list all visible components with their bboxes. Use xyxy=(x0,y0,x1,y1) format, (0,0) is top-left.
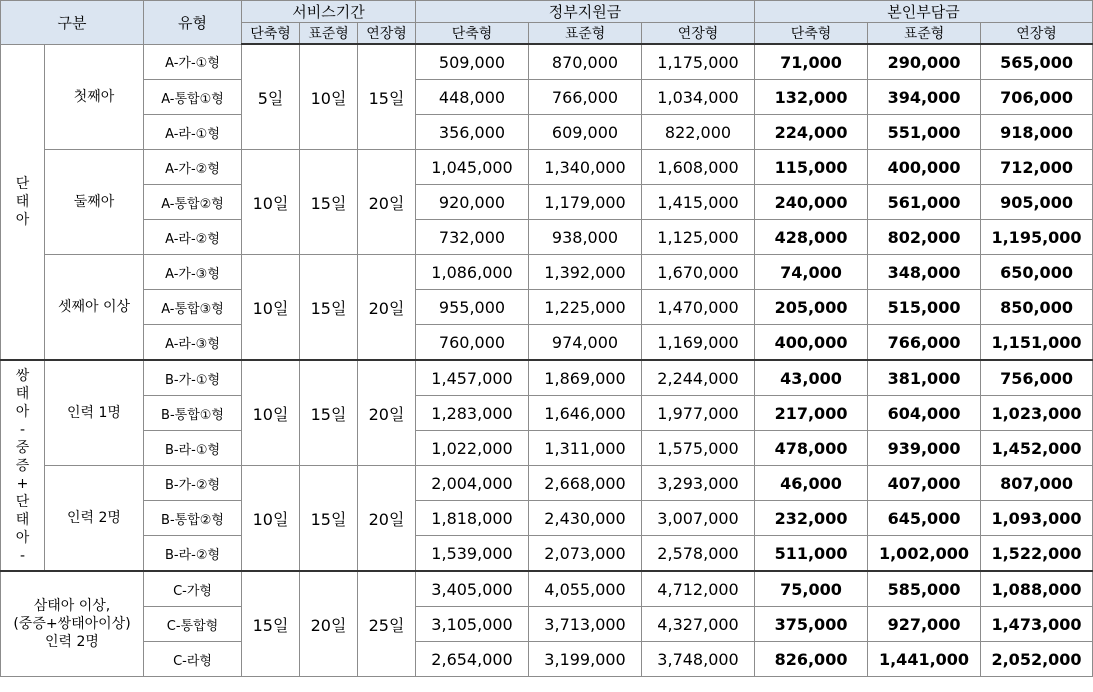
gov-short-cell: 356,000 xyxy=(416,115,529,150)
period-extended-cell: 20일 xyxy=(358,150,416,255)
gov-short-cell: 920,000 xyxy=(416,185,529,220)
own-extended-cell: 1,452,000 xyxy=(981,431,1093,466)
own-short-cell: 75,000 xyxy=(755,571,868,607)
own-standard-cell: 407,000 xyxy=(868,466,981,501)
header-period-standard: 표준형 xyxy=(300,23,358,45)
gov-standard-cell: 609,000 xyxy=(529,115,642,150)
group-label-cell: 삼태아 이상, (중증+쌍태아이상) 인력 2명 xyxy=(1,571,144,677)
gov-standard-cell: 1,869,000 xyxy=(529,360,642,396)
own-short-cell: 217,000 xyxy=(755,396,868,431)
table-row xyxy=(1,501,1093,536)
table-row xyxy=(1,150,1093,185)
gov-standard-cell: 1,340,000 xyxy=(529,150,642,185)
gov-standard-cell: 870,000 xyxy=(529,44,642,80)
type-cell: B-가-②형 xyxy=(144,466,242,501)
period-standard-cell: 15일 xyxy=(300,360,358,466)
gov-short-cell: 1,283,000 xyxy=(416,396,529,431)
table-row xyxy=(1,642,1093,677)
own-extended-cell: 1,023,000 xyxy=(981,396,1093,431)
own-short-cell: 232,000 xyxy=(755,501,868,536)
header-own-standard: 표준형 xyxy=(868,23,981,45)
header-gubun: 구분 xyxy=(1,1,144,45)
type-cell: A-통합③형 xyxy=(144,290,242,325)
table-row xyxy=(1,80,1093,115)
group-label-cell: 쌍 태 아 - 중 증 + 단 태 아 - xyxy=(1,360,45,571)
own-standard-cell: 585,000 xyxy=(868,571,981,607)
gov-standard-cell: 4,055,000 xyxy=(529,571,642,607)
period-standard-cell: 15일 xyxy=(300,466,358,572)
gov-extended-cell: 4,327,000 xyxy=(642,607,755,642)
table-row xyxy=(1,185,1093,220)
own-short-cell: 478,000 xyxy=(755,431,868,466)
period-short-cell: 10일 xyxy=(242,150,300,255)
gov-standard-cell: 1,392,000 xyxy=(529,255,642,290)
own-standard-cell: 394,000 xyxy=(868,80,981,115)
own-extended-cell: 712,000 xyxy=(981,150,1093,185)
gov-extended-cell: 1,670,000 xyxy=(642,255,755,290)
gov-extended-cell: 1,470,000 xyxy=(642,290,755,325)
gov-extended-cell: 822,000 xyxy=(642,115,755,150)
type-cell: B-라-②형 xyxy=(144,536,242,572)
own-standard-cell: 381,000 xyxy=(868,360,981,396)
table-row xyxy=(1,431,1093,466)
own-extended-cell: 1,093,000 xyxy=(981,501,1093,536)
table-row xyxy=(1,44,1093,80)
header-service-period: 서비스기간 xyxy=(242,1,416,23)
gov-extended-cell: 4,712,000 xyxy=(642,571,755,607)
header-period-extended: 연장형 xyxy=(358,23,416,45)
period-short-cell: 10일 xyxy=(242,360,300,466)
type-cell: A-라-①형 xyxy=(144,115,242,150)
type-cell: C-가형 xyxy=(144,571,242,607)
period-extended-cell: 20일 xyxy=(358,360,416,466)
gov-standard-cell: 2,668,000 xyxy=(529,466,642,501)
gov-extended-cell: 2,578,000 xyxy=(642,536,755,572)
type-cell: A-가-②형 xyxy=(144,150,242,185)
own-standard-cell: 604,000 xyxy=(868,396,981,431)
gov-standard-cell: 1,646,000 xyxy=(529,396,642,431)
table-row xyxy=(1,466,1093,501)
gov-short-cell: 3,405,000 xyxy=(416,571,529,607)
gov-short-cell: 1,457,000 xyxy=(416,360,529,396)
gov-extended-cell: 1,575,000 xyxy=(642,431,755,466)
gov-extended-cell: 3,007,000 xyxy=(642,501,755,536)
type-cell: A-통합①형 xyxy=(144,80,242,115)
own-short-cell: 115,000 xyxy=(755,150,868,185)
gov-extended-cell: 1,125,000 xyxy=(642,220,755,255)
gov-short-cell: 509,000 xyxy=(416,44,529,80)
table-row xyxy=(1,360,1093,396)
gov-extended-cell: 1,977,000 xyxy=(642,396,755,431)
gov-short-cell: 1,045,000 xyxy=(416,150,529,185)
type-cell: B-가-①형 xyxy=(144,360,242,396)
own-short-cell: 43,000 xyxy=(755,360,868,396)
table-row xyxy=(1,290,1093,325)
own-extended-cell: 905,000 xyxy=(981,185,1093,220)
header-gov-extended: 연장형 xyxy=(642,23,755,45)
period-extended-cell: 20일 xyxy=(358,466,416,572)
period-short-cell: 5일 xyxy=(242,44,300,150)
header-row-top xyxy=(1,1,1093,23)
group-label-cell: 단 태 아 xyxy=(1,44,45,360)
own-short-cell: 428,000 xyxy=(755,220,868,255)
own-short-cell: 240,000 xyxy=(755,185,868,220)
header-gov-standard: 표준형 xyxy=(529,23,642,45)
gov-standard-cell: 2,073,000 xyxy=(529,536,642,572)
own-standard-cell: 645,000 xyxy=(868,501,981,536)
own-standard-cell: 1,441,000 xyxy=(868,642,981,677)
period-extended-cell: 25일 xyxy=(358,571,416,677)
gov-standard-cell: 938,000 xyxy=(529,220,642,255)
own-short-cell: 826,000 xyxy=(755,642,868,677)
header-own-short: 단축형 xyxy=(755,23,868,45)
gov-standard-cell: 3,199,000 xyxy=(529,642,642,677)
gov-short-cell: 732,000 xyxy=(416,220,529,255)
own-short-cell: 74,000 xyxy=(755,255,868,290)
own-standard-cell: 927,000 xyxy=(868,607,981,642)
own-extended-cell: 1,088,000 xyxy=(981,571,1093,607)
own-extended-cell: 1,522,000 xyxy=(981,536,1093,572)
gov-standard-cell: 766,000 xyxy=(529,80,642,115)
gov-standard-cell: 3,713,000 xyxy=(529,607,642,642)
gov-extended-cell: 3,293,000 xyxy=(642,466,755,501)
table-row xyxy=(1,220,1093,255)
own-short-cell: 375,000 xyxy=(755,607,868,642)
type-cell: C-통합형 xyxy=(144,607,242,642)
table-row xyxy=(1,571,1093,607)
own-short-cell: 71,000 xyxy=(755,44,868,80)
gov-standard-cell: 1,225,000 xyxy=(529,290,642,325)
table-row xyxy=(1,115,1093,150)
header-type: 유형 xyxy=(144,1,242,45)
own-standard-cell: 766,000 xyxy=(868,325,981,361)
own-extended-cell: 650,000 xyxy=(981,255,1093,290)
subgroup-label-cell: 인력 1명 xyxy=(45,360,144,466)
period-extended-cell: 20일 xyxy=(358,255,416,361)
header-gov-short: 단축형 xyxy=(416,23,529,45)
type-cell: B-통합②형 xyxy=(144,501,242,536)
type-cell: A-라-②형 xyxy=(144,220,242,255)
type-cell: B-라-①형 xyxy=(144,431,242,466)
own-standard-cell: 551,000 xyxy=(868,115,981,150)
gov-extended-cell: 1,608,000 xyxy=(642,150,755,185)
gov-standard-cell: 2,430,000 xyxy=(529,501,642,536)
gov-extended-cell: 3,748,000 xyxy=(642,642,755,677)
subgroup-label-cell: 첫째아 xyxy=(45,44,144,150)
own-short-cell: 46,000 xyxy=(755,466,868,501)
gov-short-cell: 955,000 xyxy=(416,290,529,325)
gov-short-cell: 1,818,000 xyxy=(416,501,529,536)
header-gov-support: 정부지원금 xyxy=(416,1,755,23)
own-standard-cell: 1,002,000 xyxy=(868,536,981,572)
gov-short-cell: 1,086,000 xyxy=(416,255,529,290)
subgroup-label-cell: 셋째아 이상 xyxy=(45,255,144,361)
header-period-short: 단축형 xyxy=(242,23,300,45)
gov-short-cell: 1,539,000 xyxy=(416,536,529,572)
gov-extended-cell: 1,169,000 xyxy=(642,325,755,361)
own-short-cell: 132,000 xyxy=(755,80,868,115)
header-self-pay: 본인부담금 xyxy=(755,1,1093,23)
subgroup-label-cell: 인력 2명 xyxy=(45,466,144,572)
gov-extended-cell: 1,415,000 xyxy=(642,185,755,220)
gov-short-cell: 3,105,000 xyxy=(416,607,529,642)
own-short-cell: 400,000 xyxy=(755,325,868,361)
own-standard-cell: 802,000 xyxy=(868,220,981,255)
own-extended-cell: 706,000 xyxy=(981,80,1093,115)
gov-standard-cell: 1,179,000 xyxy=(529,185,642,220)
own-extended-cell: 1,195,000 xyxy=(981,220,1093,255)
table-row xyxy=(1,325,1093,361)
own-standard-cell: 348,000 xyxy=(868,255,981,290)
own-extended-cell: 1,473,000 xyxy=(981,607,1093,642)
type-cell: A-가-①형 xyxy=(144,44,242,80)
period-standard-cell: 10일 xyxy=(300,44,358,150)
type-cell: B-통합①형 xyxy=(144,396,242,431)
own-short-cell: 511,000 xyxy=(755,536,868,572)
gov-standard-cell: 1,311,000 xyxy=(529,431,642,466)
own-short-cell: 205,000 xyxy=(755,290,868,325)
type-cell: C-라형 xyxy=(144,642,242,677)
gov-extended-cell: 1,175,000 xyxy=(642,44,755,80)
period-short-cell: 10일 xyxy=(242,255,300,361)
own-standard-cell: 561,000 xyxy=(868,185,981,220)
own-extended-cell: 850,000 xyxy=(981,290,1093,325)
subgroup-label-cell: 둘째아 xyxy=(45,150,144,255)
gov-extended-cell: 1,034,000 xyxy=(642,80,755,115)
own-extended-cell: 756,000 xyxy=(981,360,1093,396)
period-standard-cell: 15일 xyxy=(300,255,358,361)
type-cell: A-가-③형 xyxy=(144,255,242,290)
gov-short-cell: 2,654,000 xyxy=(416,642,529,677)
period-standard-cell: 15일 xyxy=(300,150,358,255)
table-row xyxy=(1,255,1093,290)
gov-short-cell: 1,022,000 xyxy=(416,431,529,466)
own-extended-cell: 565,000 xyxy=(981,44,1093,80)
own-extended-cell: 918,000 xyxy=(981,115,1093,150)
period-short-cell: 10일 xyxy=(242,466,300,572)
own-short-cell: 224,000 xyxy=(755,115,868,150)
gov-standard-cell: 974,000 xyxy=(529,325,642,361)
own-standard-cell: 515,000 xyxy=(868,290,981,325)
type-cell: A-라-③형 xyxy=(144,325,242,361)
period-standard-cell: 20일 xyxy=(300,571,358,677)
gov-short-cell: 760,000 xyxy=(416,325,529,361)
type-cell: A-통합②형 xyxy=(144,185,242,220)
table-row xyxy=(1,396,1093,431)
gov-extended-cell: 2,244,000 xyxy=(642,360,755,396)
header-own-extended: 연장형 xyxy=(981,23,1093,45)
period-short-cell: 15일 xyxy=(242,571,300,677)
own-extended-cell: 2,052,000 xyxy=(981,642,1093,677)
table-row xyxy=(1,536,1093,572)
own-extended-cell: 807,000 xyxy=(981,466,1093,501)
own-standard-cell: 290,000 xyxy=(868,44,981,80)
own-standard-cell: 939,000 xyxy=(868,431,981,466)
gov-short-cell: 2,004,000 xyxy=(416,466,529,501)
own-standard-cell: 400,000 xyxy=(868,150,981,185)
period-extended-cell: 15일 xyxy=(358,44,416,150)
table-row xyxy=(1,607,1093,642)
gov-short-cell: 448,000 xyxy=(416,80,529,115)
own-extended-cell: 1,151,000 xyxy=(981,325,1093,361)
